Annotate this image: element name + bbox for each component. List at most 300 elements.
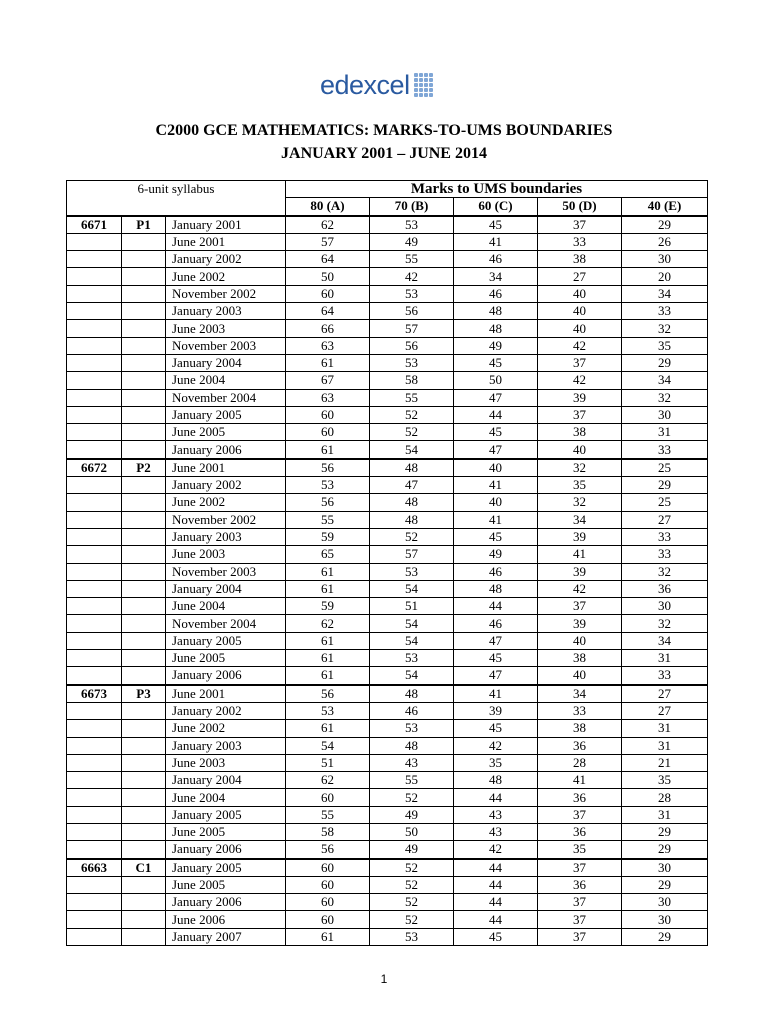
mark-cell: 46 [454,285,538,302]
grade-header-c: 60 (C) [454,198,538,216]
unit-code-cell [67,285,122,302]
session-cell: January 2003 [166,737,286,754]
table-row [67,406,708,423]
mark-cell: 65 [286,546,370,563]
session-cell: January 2006 [166,894,286,911]
paper-cell [122,737,166,754]
mark-cell: 46 [454,563,538,580]
table-row [67,389,708,406]
table-row [67,632,708,649]
paper-cell [122,337,166,354]
unit-code-cell: 6672 [67,459,122,477]
mark-cell: 62 [286,615,370,632]
mark-cell: 53 [370,285,454,302]
mark-cell: 39 [538,615,622,632]
mark-cell: 27 [622,702,708,719]
session-cell: January 2005 [166,806,286,823]
table-row [67,303,708,320]
mark-cell: 61 [286,720,370,737]
table-row [67,528,708,545]
mark-cell: 29 [622,216,708,234]
mark-cell: 30 [622,911,708,928]
mark-cell: 34 [454,268,538,285]
mark-cell: 61 [286,632,370,649]
mark-cell: 60 [286,911,370,928]
session-cell: January 2003 [166,528,286,545]
mark-cell: 34 [622,372,708,389]
paper-cell [122,789,166,806]
mark-cell: 50 [370,823,454,840]
mark-cell: 37 [538,859,622,877]
session-cell: January 2004 [166,354,286,371]
table-row [67,841,708,859]
mark-cell: 44 [454,789,538,806]
paper-cell: P2 [122,459,166,477]
mark-cell: 60 [286,789,370,806]
unit-code-cell [67,389,122,406]
paper-cell [122,806,166,823]
mark-cell: 26 [622,233,708,250]
mark-cell: 40 [454,459,538,477]
page-number: 1 [380,972,388,986]
mark-cell: 61 [286,580,370,597]
mark-cell: 56 [286,494,370,511]
session-cell: January 2005 [166,632,286,649]
mark-cell: 40 [538,632,622,649]
grade-header-a: 80 (A) [286,198,370,216]
mark-cell: 52 [370,859,454,877]
mark-cell: 48 [370,511,454,528]
mark-cell: 37 [538,894,622,911]
mark-cell: 28 [622,789,708,806]
mark-cell: 44 [454,894,538,911]
table-row [67,667,708,685]
paper-cell [122,477,166,494]
mark-cell: 67 [286,372,370,389]
paper-cell [122,389,166,406]
unit-code-cell [67,494,122,511]
mark-cell: 55 [370,772,454,789]
mark-cell: 66 [286,320,370,337]
mark-cell: 64 [286,303,370,320]
mark-cell: 30 [622,406,708,423]
mark-cell: 45 [454,354,538,371]
mark-cell: 35 [622,337,708,354]
mark-cell: 56 [286,459,370,477]
paper-cell [122,702,166,719]
mark-cell: 55 [286,511,370,528]
table-row [67,720,708,737]
paper-cell [122,494,166,511]
unit-code-cell [67,372,122,389]
table-row [67,876,708,893]
paper-cell [122,823,166,840]
table-row [67,823,708,840]
unit-code-cell [67,546,122,563]
mark-cell: 61 [286,928,370,945]
session-cell: January 2002 [166,702,286,719]
mark-cell: 57 [370,546,454,563]
mark-cell: 63 [286,337,370,354]
paper-cell [122,563,166,580]
paper-cell [122,424,166,441]
session-cell: November 2004 [166,615,286,632]
table-row [67,354,708,371]
edexcel-logo [320,70,433,100]
mark-cell: 20 [622,268,708,285]
mark-cell: 39 [538,563,622,580]
mark-cell: 33 [538,702,622,719]
mark-cell: 41 [454,477,538,494]
mark-cell: 25 [622,494,708,511]
mark-cell: 32 [538,494,622,511]
table-row [67,928,708,945]
mark-cell: 35 [622,772,708,789]
mark-cell: 32 [538,459,622,477]
table-row [67,477,708,494]
mark-cell: 61 [286,354,370,371]
table-row [67,285,708,302]
mark-cell: 56 [370,303,454,320]
paper-cell [122,911,166,928]
paper-cell [122,372,166,389]
unit-code-cell [67,667,122,685]
mark-cell: 33 [622,667,708,685]
unit-code-cell [67,806,122,823]
mark-cell: 47 [454,667,538,685]
mark-cell: 60 [286,424,370,441]
paper-cell [122,285,166,302]
mark-cell: 29 [622,928,708,945]
table-row [67,702,708,719]
table-row [67,650,708,667]
paper-cell [122,667,166,685]
mark-cell: 58 [286,823,370,840]
mark-cell: 48 [454,772,538,789]
table-row [67,685,708,703]
syllabus-label: 6-unit syllabus [67,181,286,198]
mark-cell: 40 [538,320,622,337]
mark-cell: 59 [286,528,370,545]
session-cell: June 2001 [166,233,286,250]
mark-cell: 41 [538,546,622,563]
paper-cell [122,772,166,789]
table-row [67,233,708,250]
unit-code-cell [67,251,122,268]
mark-cell: 30 [622,598,708,615]
mark-cell: 60 [286,876,370,893]
session-cell: June 2002 [166,268,286,285]
table-row [67,859,708,877]
session-cell: November 2002 [166,285,286,302]
unit-code-cell [67,563,122,580]
unit-code-cell [67,841,122,859]
mark-cell: 45 [454,528,538,545]
mark-cell: 38 [538,720,622,737]
mark-cell: 54 [370,615,454,632]
unit-code-cell [67,928,122,945]
mark-cell: 54 [370,441,454,459]
mark-cell: 31 [622,720,708,737]
table-row [67,911,708,928]
session-cell: June 2001 [166,459,286,477]
mark-cell: 42 [370,268,454,285]
mark-cell: 40 [538,667,622,685]
mark-cell: 57 [286,233,370,250]
paper-cell: P1 [122,216,166,234]
mark-cell: 53 [370,563,454,580]
mark-cell: 27 [538,268,622,285]
paper-cell [122,528,166,545]
mark-cell: 54 [370,580,454,597]
session-cell: June 2006 [166,911,286,928]
table-row [67,216,708,234]
mark-cell: 53 [286,477,370,494]
header-spacer [67,198,286,216]
table-row [67,494,708,511]
paper-cell: C1 [122,859,166,877]
table-row [67,789,708,806]
mark-cell: 27 [622,685,708,703]
paper-cell [122,303,166,320]
mark-cell: 52 [370,876,454,893]
mark-cell: 33 [622,546,708,563]
mark-cell: 42 [454,841,538,859]
unit-code-cell [67,720,122,737]
session-cell: January 2005 [166,859,286,877]
paper-cell [122,268,166,285]
mark-cell: 45 [454,928,538,945]
unit-code-cell: 6673 [67,685,122,703]
unit-code-cell [67,876,122,893]
mark-cell: 47 [454,441,538,459]
document-subtitle: JANUARY 2001 – JUNE 2014 [281,145,487,162]
unit-code-cell [67,894,122,911]
table-row [67,563,708,580]
mark-cell: 30 [622,859,708,877]
mark-cell: 37 [538,806,622,823]
paper-cell: P3 [122,685,166,703]
paper-cell [122,841,166,859]
unit-code-cell: 6671 [67,216,122,234]
session-cell: November 2004 [166,389,286,406]
mark-cell: 32 [622,320,708,337]
session-cell: June 2005 [166,823,286,840]
table-row [67,459,708,477]
session-cell: January 2004 [166,772,286,789]
session-cell: January 2001 [166,216,286,234]
mark-cell: 53 [286,702,370,719]
logo-wordmark: edexcel [320,70,410,100]
paper-cell [122,754,166,771]
table-row [67,441,708,459]
session-cell: January 2002 [166,251,286,268]
mark-cell: 29 [622,354,708,371]
mark-cell: 49 [370,233,454,250]
mark-cell: 39 [538,528,622,545]
mark-cell: 33 [538,233,622,250]
mark-cell: 29 [622,841,708,859]
table-row [67,546,708,563]
mark-cell: 52 [370,424,454,441]
mark-cell: 43 [454,806,538,823]
table-row [67,737,708,754]
mark-cell: 33 [622,303,708,320]
mark-cell: 41 [454,685,538,703]
mark-cell: 61 [286,563,370,580]
mark-cell: 38 [538,650,622,667]
mark-cell: 31 [622,737,708,754]
unit-code-cell [67,441,122,459]
unit-code-cell [67,303,122,320]
paper-cell [122,320,166,337]
session-cell: November 2003 [166,563,286,580]
mark-cell: 41 [454,511,538,528]
mark-cell: 39 [454,702,538,719]
mark-cell: 25 [622,459,708,477]
mark-cell: 34 [538,685,622,703]
mark-cell: 29 [622,876,708,893]
mark-cell: 53 [370,216,454,234]
session-cell: June 2005 [166,876,286,893]
mark-cell: 48 [454,320,538,337]
mark-cell: 37 [538,406,622,423]
mark-cell: 40 [538,285,622,302]
mark-cell: 45 [454,720,538,737]
mark-cell: 45 [454,650,538,667]
mark-cell: 44 [454,406,538,423]
mark-cell: 47 [454,389,538,406]
mark-cell: 57 [370,320,454,337]
unit-code-cell [67,580,122,597]
mark-cell: 36 [538,823,622,840]
mark-cell: 41 [454,233,538,250]
unit-code-cell [67,702,122,719]
unit-code-cell [67,354,122,371]
session-cell: June 2003 [166,320,286,337]
mark-cell: 53 [370,928,454,945]
logo-dots-icon [414,73,433,97]
paper-cell [122,928,166,945]
paper-cell [122,876,166,893]
mark-cell: 34 [538,511,622,528]
mark-cell: 55 [370,251,454,268]
unit-code-cell [67,320,122,337]
mark-cell: 43 [370,754,454,771]
mark-cell: 48 [370,494,454,511]
grade-header-b: 70 (B) [370,198,454,216]
mark-cell: 32 [622,615,708,632]
unit-code-cell [67,615,122,632]
mark-cell: 31 [622,806,708,823]
session-cell: June 2004 [166,372,286,389]
session-cell: January 2006 [166,841,286,859]
mark-cell: 49 [370,806,454,823]
mark-cell: 48 [370,737,454,754]
paper-cell [122,632,166,649]
mark-cell: 39 [538,389,622,406]
session-cell: January 2006 [166,667,286,685]
paper-cell [122,233,166,250]
session-cell: January 2007 [166,928,286,945]
mark-cell: 55 [370,389,454,406]
mark-cell: 38 [538,251,622,268]
mark-cell: 61 [286,441,370,459]
unit-code-cell: 6663 [67,859,122,877]
mark-cell: 49 [454,546,538,563]
mark-cell: 27 [622,511,708,528]
mark-cell: 33 [622,441,708,459]
mark-cell: 52 [370,894,454,911]
table-row [67,372,708,389]
mark-cell: 42 [454,737,538,754]
mark-cell: 29 [622,823,708,840]
table-row [67,580,708,597]
mark-cell: 29 [622,477,708,494]
mark-cell: 30 [622,894,708,911]
mark-cell: 47 [454,632,538,649]
mark-cell: 62 [286,216,370,234]
session-cell: November 2002 [166,511,286,528]
mark-cell: 44 [454,876,538,893]
mark-cell: 63 [286,389,370,406]
mark-cell: 40 [454,494,538,511]
mark-cell: 45 [454,424,538,441]
paper-cell [122,441,166,459]
grade-header-d: 50 (D) [538,198,622,216]
session-cell: January 2003 [166,303,286,320]
mark-cell: 37 [538,911,622,928]
unit-code-cell [67,528,122,545]
mark-cell: 51 [370,598,454,615]
mark-cell: 46 [454,251,538,268]
paper-cell [122,511,166,528]
mark-cell: 32 [622,389,708,406]
mark-cell: 54 [370,632,454,649]
mark-cell: 28 [538,754,622,771]
document-title: C2000 GCE MATHEMATICS: MARKS-TO-UMS BOUNDARIES [155,122,613,139]
mark-cell: 35 [538,841,622,859]
mark-cell: 56 [286,841,370,859]
mark-cell: 21 [622,754,708,771]
mark-cell: 51 [286,754,370,771]
mark-cell: 32 [622,563,708,580]
mark-cell: 56 [286,685,370,703]
paper-cell [122,251,166,268]
mark-cell: 38 [538,424,622,441]
session-cell: June 2005 [166,424,286,441]
paper-cell [122,720,166,737]
mark-cell: 48 [370,685,454,703]
mark-cell: 52 [370,911,454,928]
mark-cell: 37 [538,354,622,371]
mark-cell: 31 [622,650,708,667]
mark-cell: 50 [454,372,538,389]
mark-cell: 60 [286,859,370,877]
table-row [67,772,708,789]
session-cell: June 2004 [166,789,286,806]
session-cell: January 2004 [166,580,286,597]
session-cell: June 2003 [166,754,286,771]
paper-cell [122,354,166,371]
mark-cell: 42 [538,372,622,389]
unit-code-cell [67,632,122,649]
mark-cell: 42 [538,580,622,597]
mark-cell: 54 [370,667,454,685]
table-row [67,337,708,354]
mark-cell: 48 [454,303,538,320]
mark-cell: 44 [454,911,538,928]
